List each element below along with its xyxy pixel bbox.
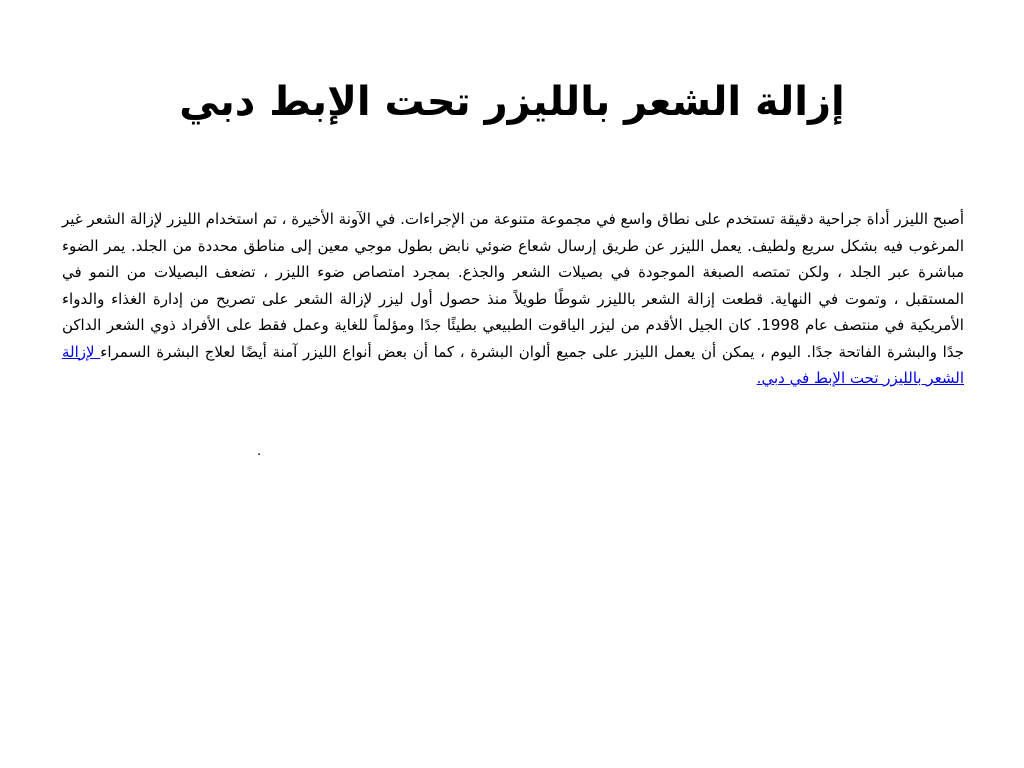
page-title: إزالة الشعر بالليزر تحت الإبط دبي xyxy=(179,79,845,125)
laser-hair-removal-link[interactable]: لإزالة الشعر بالليزر تحت الإبط في دبي. xyxy=(62,342,964,387)
trailing-period: . xyxy=(257,442,262,459)
body-text: أصبح الليزر أداة جراحية دقيقة تستخدم على نطاق واسع في مجموعة متنوعة من الإجراءات. في الآونة الأخيرة ، تم استخدام الليزر لإزالة الشعر غير المرغوب فيه بشكل سريع ولطيف. يعمل الليزر عن طريق إرسال شعاع ضوئي نابض بطول موجي معين إلى مناطق محددة من الجلد. يمر الضوء مباشرة عبر الجلد ، ولكن تمتصه الصبغة الموجودة في بصيلات الشعر والجذع. بمجرد امتصاص ضوء الليزر ، تضعف البصيلات من النمو في المستقبل ، وتموت في النهاية. قطعت إزالة الشعر بالليزر شوطًا طويلاً منذ حصول أول ليزر لإزالة الشعر على تصريح من إدارة الغذاء والدواء الأمريكية في منتصف عام 1998. كان الجيل الأقدم من ليزر الياقوت الطبيعي بطيئًا جدًا ومؤلماً للغاية وعمل فقط على الأفراد ذوي الشعر الداكن جدًا والبشرة الفاتحة جدًا. اليوم ، يمكن أن يعمل الليزر على جميع ألوان البشرة ، كما أن بعض أنواع الليزر آمنة أيضًا لعلاج البشرة السمراء xyxy=(62,210,964,361)
body-paragraph xyxy=(62,206,964,392)
